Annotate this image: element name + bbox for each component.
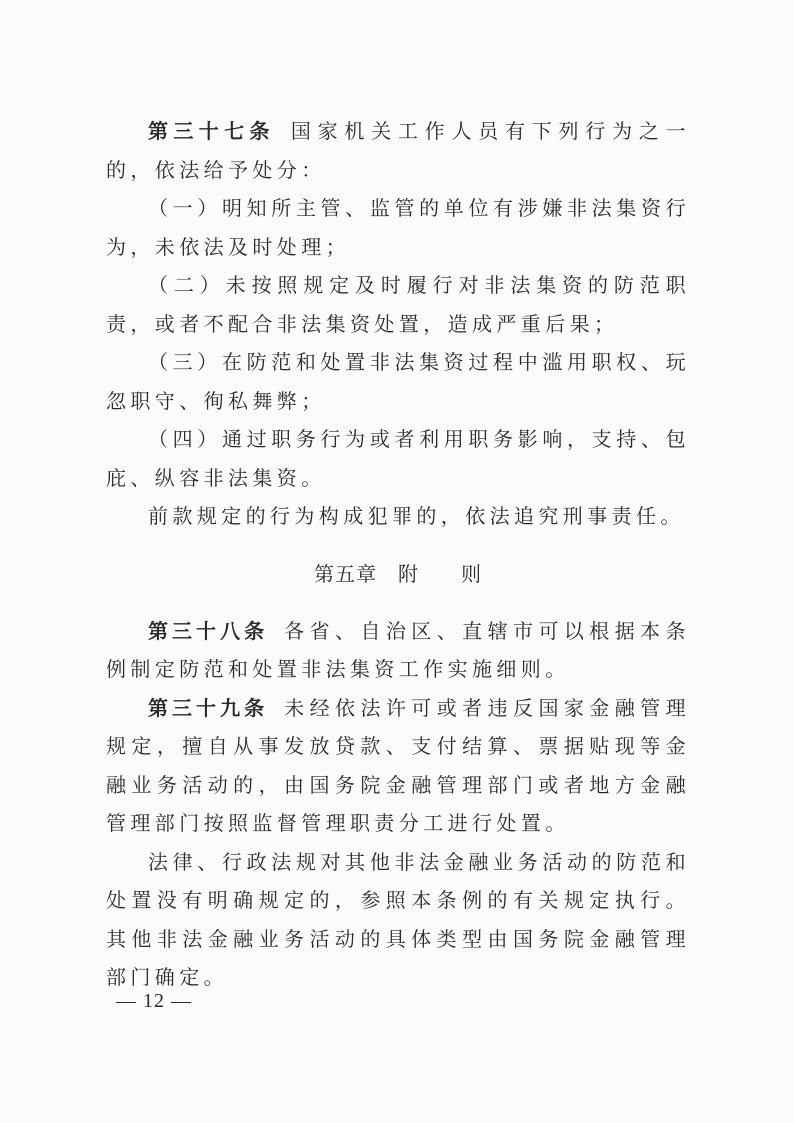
article-38-text: 各省、自治区、直辖市可以根据本条例制定防范和处置非法集资工作实施细则。 <box>106 618 691 681</box>
page-number: — 12 — <box>116 990 192 1012</box>
article-37-text: 国家机关工作人员有下列行为之一的，依法给予处分： <box>106 119 691 182</box>
article-39-paragraph <box>106 689 690 843</box>
article-39-title: 第三十九条 <box>148 695 269 720</box>
list-item-4: （四）通过职务行为或者利用职务影响，支持、包庇、纵容非法集资。 <box>106 427 690 490</box>
article-39-paragraph-2: 法律、行政法规对其他非法金融业务活动的防范和处置没有明确规定的，参照本条例的有关规定执行。其他非法金融业务活动的具体类型由国务院金融管理部门确定。 <box>106 849 690 989</box>
list-item-2: （二）未按照规定及时履行对非法集资的防范职责，或者不配合非法集资处置，造成严重后果； <box>106 273 690 336</box>
list-item-1: （一）明知所主管、监管的单位有涉嫌非法集资行为，未依法及时处理； <box>106 196 690 259</box>
article-37-paragraph <box>106 112 690 189</box>
article-39-text: 未经依法许可或者违反国家金融管理规定，擅自从事发放贷款、支付结算、票据贴现等金融业务活动的，由国务院金融管理部门或者地方金融管理部门按照监督管理职责分工进行处置。 <box>106 695 691 835</box>
chapter-heading: 第五章 附 则 <box>314 561 482 586</box>
document-page <box>106 112 690 997</box>
list-item-3: （三）在防范和处置非法集资过程中滥用职权、玩忽职守、徇私舞弊； <box>106 350 690 413</box>
criminal-liability-clause: 前款规定的行为构成犯罪的，依法追究刑事责任。 <box>148 504 685 528</box>
article-37-title: 第三十七条 <box>148 119 275 143</box>
article-38-title: 第三十八条 <box>148 618 269 643</box>
article-38-paragraph <box>106 612 690 689</box>
